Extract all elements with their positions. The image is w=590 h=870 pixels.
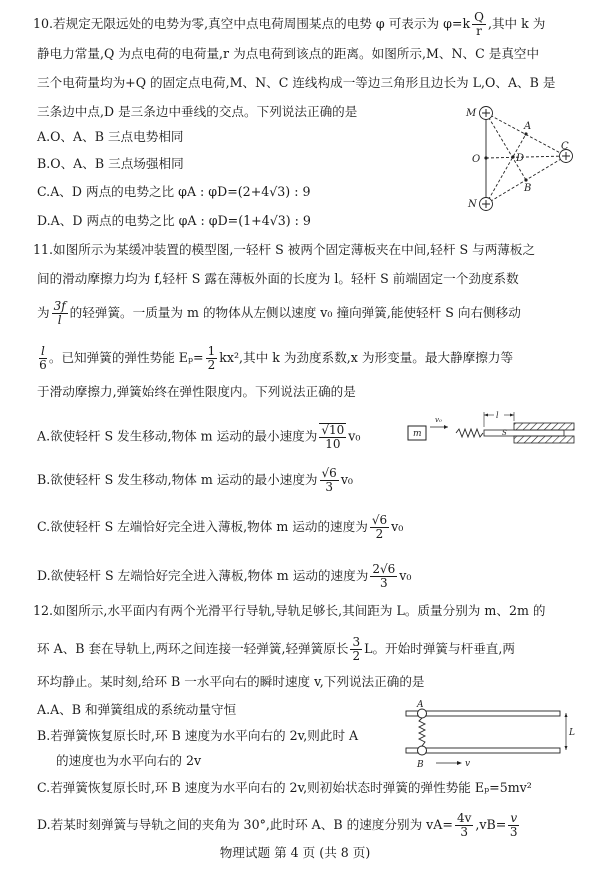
q10-label-o: O	[472, 154, 481, 165]
q11-buffer-figure	[404, 407, 576, 455]
svg-text:m: m	[413, 429, 422, 439]
q12-rail-top	[406, 711, 560, 716]
q12-option-d: D.若某时刻弹簧与导轨之间的夹角为 30°,此时环 A、B 的速度分别为 vA= $\frac{4v}{3}$ ,vB= $\frac{v}{3}$	[37, 811, 518, 839]
q11-stem-line2: 间的滑动摩擦力均为 f,轻杆 S 露在薄板外面的长度为 l。轻杆 S 前端固定一个劲度系数	[37, 271, 519, 286]
svg-text:B: B	[417, 760, 424, 770]
q10-stem-line2: 静电力常量,Q 为点电荷的电荷量,r 为点电荷到该点的距离。如图所示,M、N、C 是真空中	[37, 46, 540, 61]
q12-stem-line3: 环均静止。某时刻,给环 B 一水平向右的瞬时速度 v,下列说法正确的是	[37, 674, 425, 689]
svg-text:A: A	[417, 700, 424, 710]
q10-triangle-figure	[460, 98, 580, 220]
svg-text:S: S	[502, 429, 507, 437]
q10-label-n: N	[468, 199, 477, 210]
q10-stem-line4: 三条边中点,D 是三条边中垂线的交点。下列说法正确的是	[37, 104, 358, 119]
q12-rails-figure	[400, 697, 580, 771]
q11-stem-line3: 为 $\frac{3f}{l}$ 的轻弹簧。一质量为 m 的物体从左侧以速度 v₀ 撞向弹簧,能使轻杆 S 向右侧移动	[37, 299, 521, 327]
q12-stem-line1: 12.如图所示,水平面内有两个光滑平行导轨,导轨足够长,其间距为 L。质量分别为 m、2m 的	[33, 603, 546, 618]
q10-option-c: C.A、D 两点的电势之比 φA : φD=(2+4√3) : 9	[37, 184, 311, 199]
q10-option-a: A.O、A、B 三点电势相同	[37, 129, 184, 144]
q12-option-b-line2: 的速度也为水平向右的 2v	[56, 753, 202, 768]
q12-option-b-line1: B.若弹簧恢复原长时,环 B 速度为水平向右的 2v,则此时 A	[37, 728, 359, 743]
page-footer: 物理试题 第 4 页 (共 8 页)	[219, 845, 371, 860]
svg-text:v: v	[465, 759, 471, 769]
q12-ring-b	[418, 746, 427, 755]
q10-label-d: D	[516, 153, 525, 164]
q12-option-c: C.若弹簧恢复原长时,环 B 速度为水平向右的 2v,则初始状态时弹簧的弹性势能 Eₚ=5mv²	[37, 780, 532, 795]
q12-spring	[419, 718, 425, 746]
q11-stem-line1: 11.如图所示为某缓冲装置的模型图,一轻杆 S 被两个固定薄板夹在中间,轻杆 S 与两薄板之	[33, 242, 536, 257]
q11-stem-line5: 于滑动摩擦力,弹簧始终在弹性限度内。下列说法正确的是	[37, 384, 356, 399]
q10-option-d: D.A、D 两点的电势之比 φA : φD=(1+4√3) : 9	[37, 213, 311, 228]
q11-plate-top	[514, 423, 574, 430]
q11-plate-bottom	[514, 436, 574, 443]
q11-spring	[456, 429, 483, 437]
svg-text:L: L	[569, 728, 575, 738]
q12-stem-line2: 环 A、B 套在导轨上,两环之间连接一轻弹簧,轻弹簧原长 $\frac{3}{2}$ L。开始时弹簧与杆垂直,两	[37, 635, 515, 663]
q10-stem-line3: 三个电荷量均为+Q 的固定点电荷,M、N、C 连线构成一等边三角形且边长为 L,O、A、B 是	[37, 75, 556, 90]
q11-option-a: A.欲使轻杆 S 发生移动,物体 m 运动的最小速度为 $\frac{√10}{10}$ v₀	[37, 423, 361, 451]
q12-ring-a	[418, 709, 427, 718]
q10-stem-line1: 10.若规定无限远处的电势为零,真空中点电荷周围某点的电势 φ 可表示为 φ=k $\frac{Q}{r}$ ,其中 k 为	[33, 10, 546, 38]
q10-label-b: B	[524, 183, 532, 194]
q10-option-b: B.O、A、B 三点场强相同	[37, 156, 184, 171]
q11-option-b: B.欲使轻杆 S 发生移动,物体 m 运动的最小速度为 $\frac{√6}{3}$ v₀	[37, 466, 353, 494]
q11-option-c: C.欲使轻杆 S 左端恰好完全进入薄板,物体 m 运动的速度为 $\frac{√6}{2}$ v₀	[37, 513, 404, 541]
q11-rod	[484, 430, 564, 436]
svg-text:v₀: v₀	[435, 416, 442, 424]
q11-option-d: D.欲使轻杆 S 左端恰好完全进入薄板,物体 m 运动的速度为 $\frac{2√6}{3}$ v₀	[37, 562, 412, 590]
q11-stem-line4: $\frac{l}{6}$ 。已知弹簧的弹性势能 Eₚ= $\frac{1}{2}$ kx²,其中 k 为劲度系数,x 为形变量。最大静摩擦力等	[39, 344, 514, 372]
q12-rail-bottom	[406, 748, 560, 753]
q10-label-a: A	[524, 121, 532, 132]
svg-text:l: l	[496, 411, 499, 420]
q10-label-m: M	[466, 108, 477, 119]
q10-label-c: C	[561, 141, 569, 152]
q12-option-a: A.A、B 和弹簧组成的系统动量守恒	[37, 702, 237, 717]
